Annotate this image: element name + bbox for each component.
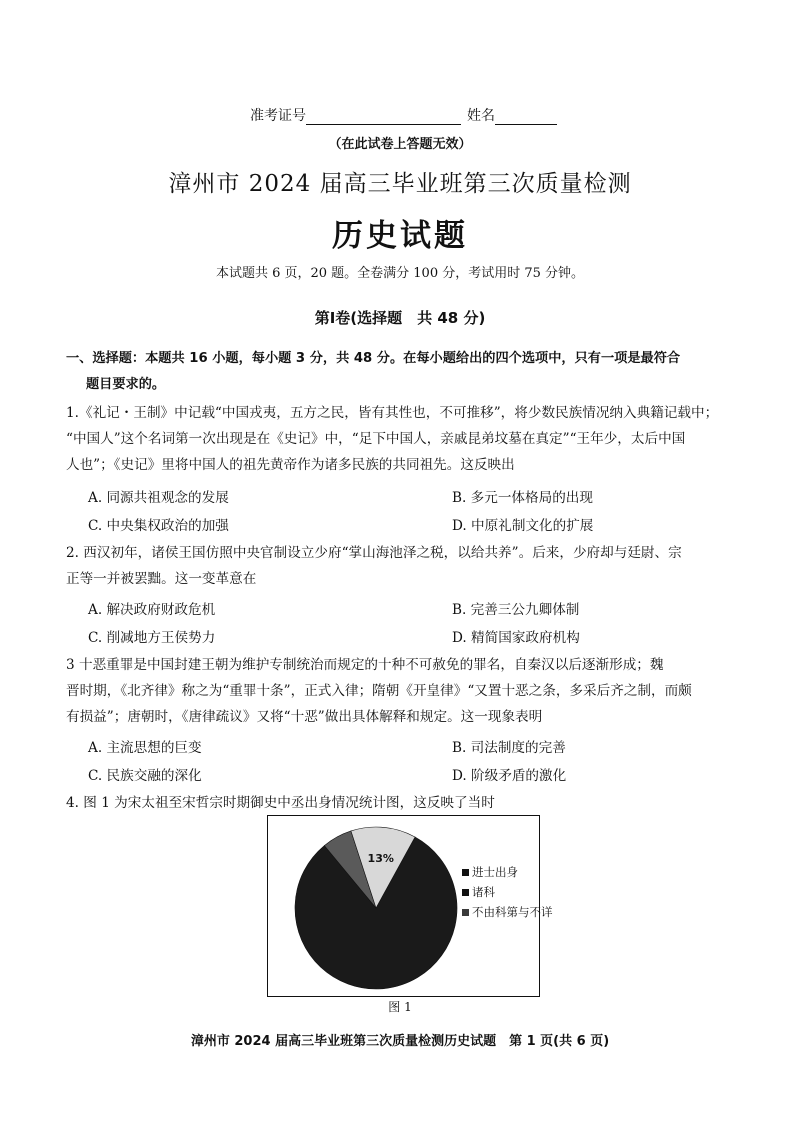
exam-info: 本试题共 6 页，20 题。全卷满分 100 分，考试用时 75 分钟。 — [215, 266, 585, 281]
question-4 — [66, 790, 746, 816]
question-line: 有损益”；唐朝时，《唐律疏议》又将“十恶”做出具体解释和规定。这一现象表明 — [66, 709, 543, 725]
legend-swatch — [462, 909, 469, 916]
option-c: C. 民族交融的深化 — [88, 768, 202, 784]
legend-label: 进士出身 — [472, 865, 518, 879]
option-c: C. 削减地方王侯势力 — [88, 630, 216, 646]
name-blank — [495, 110, 557, 125]
exam-id-label: 准考证号 — [250, 108, 306, 124]
question-line: 4. 图 1 为宋太祖至宋哲宗时期御史中丞出身情况统计图，这反映了当时 — [66, 795, 495, 811]
legend-label: 诸科 — [472, 885, 495, 899]
instructions — [66, 346, 746, 398]
question-line: “中国人”这个名词第一次出现是在《史记》中，“足下中国人，亲戚昆弟坟墓在真定”“王年少，太后中国 — [66, 431, 686, 447]
question-3 — [66, 652, 746, 730]
subject-title: 历史试题 — [332, 218, 468, 254]
name-label: 姓名 — [467, 108, 495, 124]
legend-label: 不由科第与不详 — [472, 905, 553, 919]
page-footer: 漳州市 2024 届高三毕业班第三次质量检测历史试题 第 1 页(共 6 页) — [190, 1034, 610, 1049]
legend-swatch — [462, 869, 469, 876]
invalid-answer-note: （在此试卷上答题无效） — [328, 137, 472, 152]
pie-slice-label: 13% — [367, 852, 394, 866]
question-line: 人也”；《史记》里将中国人的祖先黄帝作为诸多民族的共同祖先。这反映出 — [66, 457, 515, 473]
figure-caption: 图 1 — [388, 1000, 412, 1014]
question-line: 3 十恶重罪是中国封建王朝为维护专制统治而规定的十种不可赦免的罪名，自秦汉以后逐渐形成；魏 — [66, 657, 664, 673]
option-a: A. 同源共祖观念的发展 — [88, 490, 229, 506]
figure-1-chart — [267, 815, 553, 997]
option-c: C. 中央集权政治的加强 — [88, 518, 229, 534]
question-line: 晋时期，《北齐律》称之为“重罪十条”，正式入律；隋朝《开皇律》“又置十恶之条，多采后齐之制，而颇 — [66, 683, 692, 699]
section-title: 第Ⅰ卷(选择题 共 48 分) — [314, 309, 486, 327]
exam-id-blank — [306, 110, 461, 125]
question-line: 正等一并被罢黜。这一变革意在 — [66, 571, 257, 587]
option-a: A. 主流思想的巨变 — [88, 740, 202, 756]
option-d: D. 阶级矛盾的激化 — [452, 768, 567, 784]
question-line: 2. 西汉初年，诸侯王国仿照中央官制设立少府“掌山海池泽之税，以给共养”。后来，少府却与廷尉、宗 — [66, 545, 682, 561]
question-2 — [66, 540, 746, 592]
question-1 — [66, 400, 746, 478]
instructions-line: 题目要求的。 — [86, 377, 166, 392]
option-b: B. 多元一体格局的出现 — [452, 490, 593, 506]
question-line: 1.《礼记・王制》中记载“中国戎夷，五方之民，皆有其性也，不可推移”，将少数民族情况纳入典籍记载中； — [66, 405, 719, 421]
option-d: D. 中原礼制文化的扩展 — [452, 518, 594, 534]
option-b: B. 司法制度的完善 — [452, 740, 566, 756]
option-b: B. 完善三公九卿体制 — [452, 602, 580, 618]
candidate-info-line — [250, 105, 580, 125]
pie-chart — [268, 816, 553, 996]
instructions-line: 一、选择题：本题共 16 小题，每小题 3 分，共 48 分。在每小题给出的四个选项中，只有一项是最符合 — [66, 351, 681, 366]
legend-swatch — [462, 889, 469, 896]
option-a: A. 解决政府财政危机 — [88, 602, 216, 618]
exam-title: 漳州市 2024 届高三毕业班第三次质量检测 — [168, 171, 632, 197]
option-d: D. 精简国家政府机构 — [452, 630, 580, 646]
